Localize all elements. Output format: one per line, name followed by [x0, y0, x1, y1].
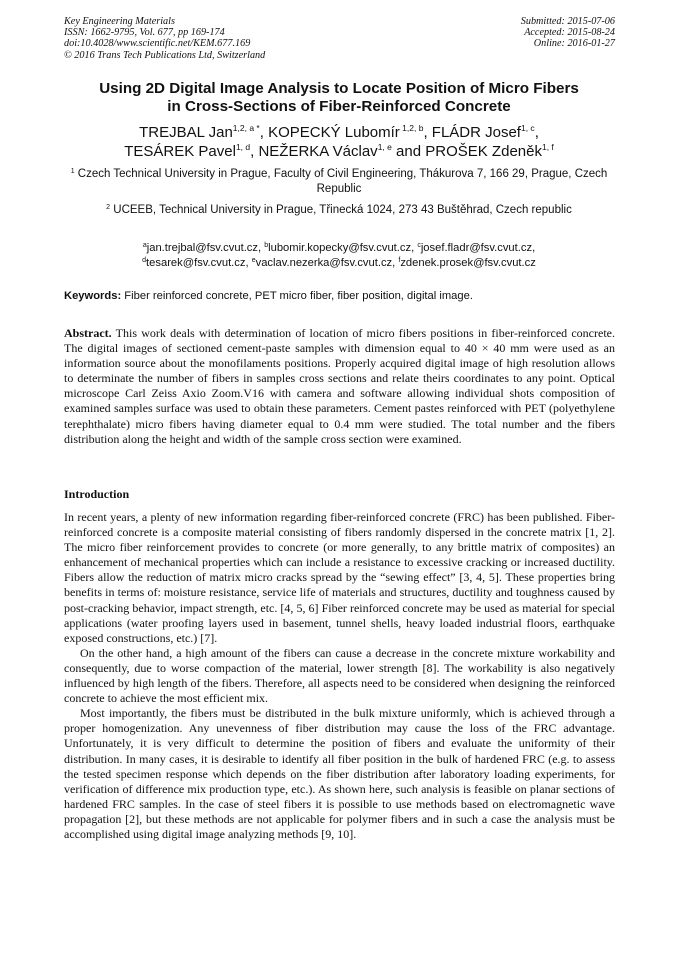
submitted-date: Submitted: 2015-07-06: [520, 16, 615, 27]
author-name: NEŽERKA Václav: [258, 143, 378, 160]
keywords: [64, 289, 616, 303]
affiliation-mark: 1: [70, 168, 75, 175]
email-separator: ,: [258, 242, 265, 254]
accepted-date: Accepted: 2015-08-24: [524, 27, 615, 39]
paragraph: In recent years, a plenty of new information regarding fiber-reinforced concrete (FRC) has been published. Fiber-reinforced concrete is a composite material consisting of fibers randomly dispersed in the concrete matrix [1, 2]. The micro fiber reinforcement provides to concrete (or more generally, to any brittle matrix of composites) an enhancement of mechanical properties which can include a resistance to excessive cracking or increased ductility. Fibers allow the reduction of matrix micro cracks spread by the “sewing effect” [3, 4, 5]. These properties bring benefits in terms of: moisture resistance, service life of materials and structures, ductility and toughness caused by post-cracking behavior, impact strength, etc. [4, 5, 6] Fiber reinforced concrete may be used as material for special applications (water proofing layers used in basement, tunnel shells, heavy loaded industrial floors, earthquake exposed constructions, etc.) [7].: [64, 510, 615, 645]
title-line-1: Using 2D Digital Image Analysis to Locate Position of Micro Fibers: [99, 80, 579, 97]
author: [258, 143, 425, 160]
issn-line: ISSN: 1662-9795, Vol. 677, pp 169-174: [64, 27, 225, 39]
affiliation-mark: 2: [106, 204, 111, 211]
paragraph: On the other hand, a high amount of the fibers can cause a decrease in the concrete mixture workability and consequently, due to worse compaction of the material, lower strength [8]. The workability is also negatively influenced by high length of the fibers. Therefore, all aspects need to be considered when designing the reinforced concrete to achieve the most efficient mix.: [64, 645, 615, 706]
author-name: FLÁDR Josef: [431, 124, 521, 141]
section-heading-introduction: Introduction: [64, 487, 130, 501]
author: [139, 124, 268, 141]
dates-header: [521, 16, 615, 50]
paragraph: Most importantly, the fibers must be distributed in the bulk mixture uniformly, which is achieved through a proper homogenization. Any unevenness of fiber distribution may cause the loss of the FRC advantage. Unfortunately, it is very difficult to determine the position of fibers and evaluate the uniformity of their distribution. In many cases, it is desirable to identify all fiber position in the bulk of hardened FRC (e.g. to assess the tested specimen response which depends on the fiber distribution after laboratory loading experiments, for verification of difference mix production type, etc.). As shown here, such analysis is feasible on planar sections of hardened FRC samples. In the case of steel fibers it is possible to use methods based on electromagnetic wave propagation [2], but these methods are not applicable for polymer fibers and in such a case the analysis must be accomplished using digital image analyzing methods [9, 10].: [64, 706, 615, 841]
email-address[interactable]: lubomir.kopecky@fsv.cvut.cz: [268, 242, 412, 254]
email-list: [60, 241, 618, 270]
email-mark: a: [142, 242, 147, 249]
email: [264, 242, 417, 254]
title-line-2: in Cross-Sections of Fiber-Reinforced Concrete: [167, 98, 511, 115]
email-address[interactable]: tesarek@fsv.cvut.cz: [146, 256, 246, 269]
author: [268, 124, 432, 141]
email-separator: ,: [532, 242, 536, 254]
affiliation-2: [70, 203, 608, 218]
doi-line: doi:10.4028/www.scientific.net/KEM.677.169: [64, 38, 251, 50]
email: [142, 257, 252, 269]
copyright-line: © 2016 Trans Tech Publications Ltd, Switzerland: [64, 49, 266, 61]
author-affiliation-mark: 1,2, a *: [232, 123, 260, 133]
affiliation-text: Czech Technical University in Prague, Faculty of Civil Engineering, Thákurova 7, 166 29, Prague, Czech Republic: [77, 168, 608, 195]
email-separator: ,: [245, 256, 252, 269]
author-name: KOPECKÝ Lubomír: [268, 124, 400, 141]
email-separator: ,: [392, 256, 399, 269]
email-address[interactable]: zdenek.prosek@fsv.cvut.cz: [400, 256, 536, 269]
email-mark: f: [398, 256, 401, 264]
abstract-label: Abstract.: [64, 326, 112, 340]
email-mark: e: [251, 256, 256, 264]
author-separator: ,: [250, 143, 259, 160]
keywords-label: Keywords:: [64, 290, 122, 302]
author-separator: ,: [534, 124, 539, 141]
author-separator: ,: [259, 124, 269, 141]
author-name: TESÁREK Pavel: [124, 143, 236, 160]
author: [124, 143, 258, 160]
email-separator: ,: [411, 242, 418, 254]
email-address[interactable]: jan.trejbal@fsv.cvut.cz: [146, 242, 258, 254]
affiliation-text: UCEEB, Technical University in Prague, Třinecká 1024, 273 43 Buštěhrad, Czech republic: [113, 204, 572, 216]
author-affiliation-mark: 1, e: [377, 142, 392, 152]
introduction-body: [64, 510, 615, 842]
journal-header: [64, 16, 265, 61]
email-mark: d: [142, 256, 147, 264]
author-name: PROŠEK Zdeněk: [425, 143, 542, 160]
abstract: [64, 326, 615, 447]
email-mark: c: [417, 242, 421, 249]
author-affiliation-mark: 1,2, b: [399, 123, 424, 133]
online-date: Online: 2016-01-27: [533, 38, 615, 50]
author-separator: ,: [423, 124, 432, 141]
author-separator: and: [391, 143, 426, 160]
author-affiliation-mark: 1, c: [520, 123, 535, 133]
journal-name: Key Engineering Materials: [64, 16, 175, 27]
author-affiliation-mark: 1, f: [541, 142, 554, 152]
keywords-text: Fiber reinforced concrete, PET micro fiber, fiber position, digital image.: [121, 290, 473, 302]
affiliation-1: [70, 167, 608, 197]
author: [425, 143, 554, 160]
author: [432, 124, 539, 141]
email-mark: b: [264, 242, 269, 249]
email: [398, 257, 535, 269]
email: [143, 242, 264, 254]
email: [252, 257, 399, 269]
email-address[interactable]: josef.fladr@fsv.cvut.cz: [420, 242, 533, 254]
email: [417, 242, 535, 254]
author-list: [40, 123, 638, 161]
paper-title: [40, 80, 638, 116]
author-name: TREJBAL Jan: [139, 124, 233, 141]
abstract-text: This work deals with determination of location of micro fibers positions in fiber-reinforced concrete. The digital images of sectioned cement-paste samples with dimension equal to 40 × 40 mm were used as an information source about the monofilaments positions. Properly acquired digital image of high resolution allows to determinate the number of fibers in samples cross sections and relate theirs coordinates to any point. Optical microscope Carl Zeiss Axio Zoom.V16 with camera and software allowing individual shots composition of examined samples surface was used to obtain these parameters. Cement pastes reinforced with PET (polyethylene terephthalate) micro fibers having diameter equal to 0.4 mm were studied. The total number and the fibers distribution along the height and width of the sample cross section were examined.: [64, 326, 615, 446]
author-affiliation-mark: 1, d: [235, 142, 251, 152]
email-address[interactable]: vaclav.nezerka@fsv.cvut.cz: [255, 256, 393, 269]
